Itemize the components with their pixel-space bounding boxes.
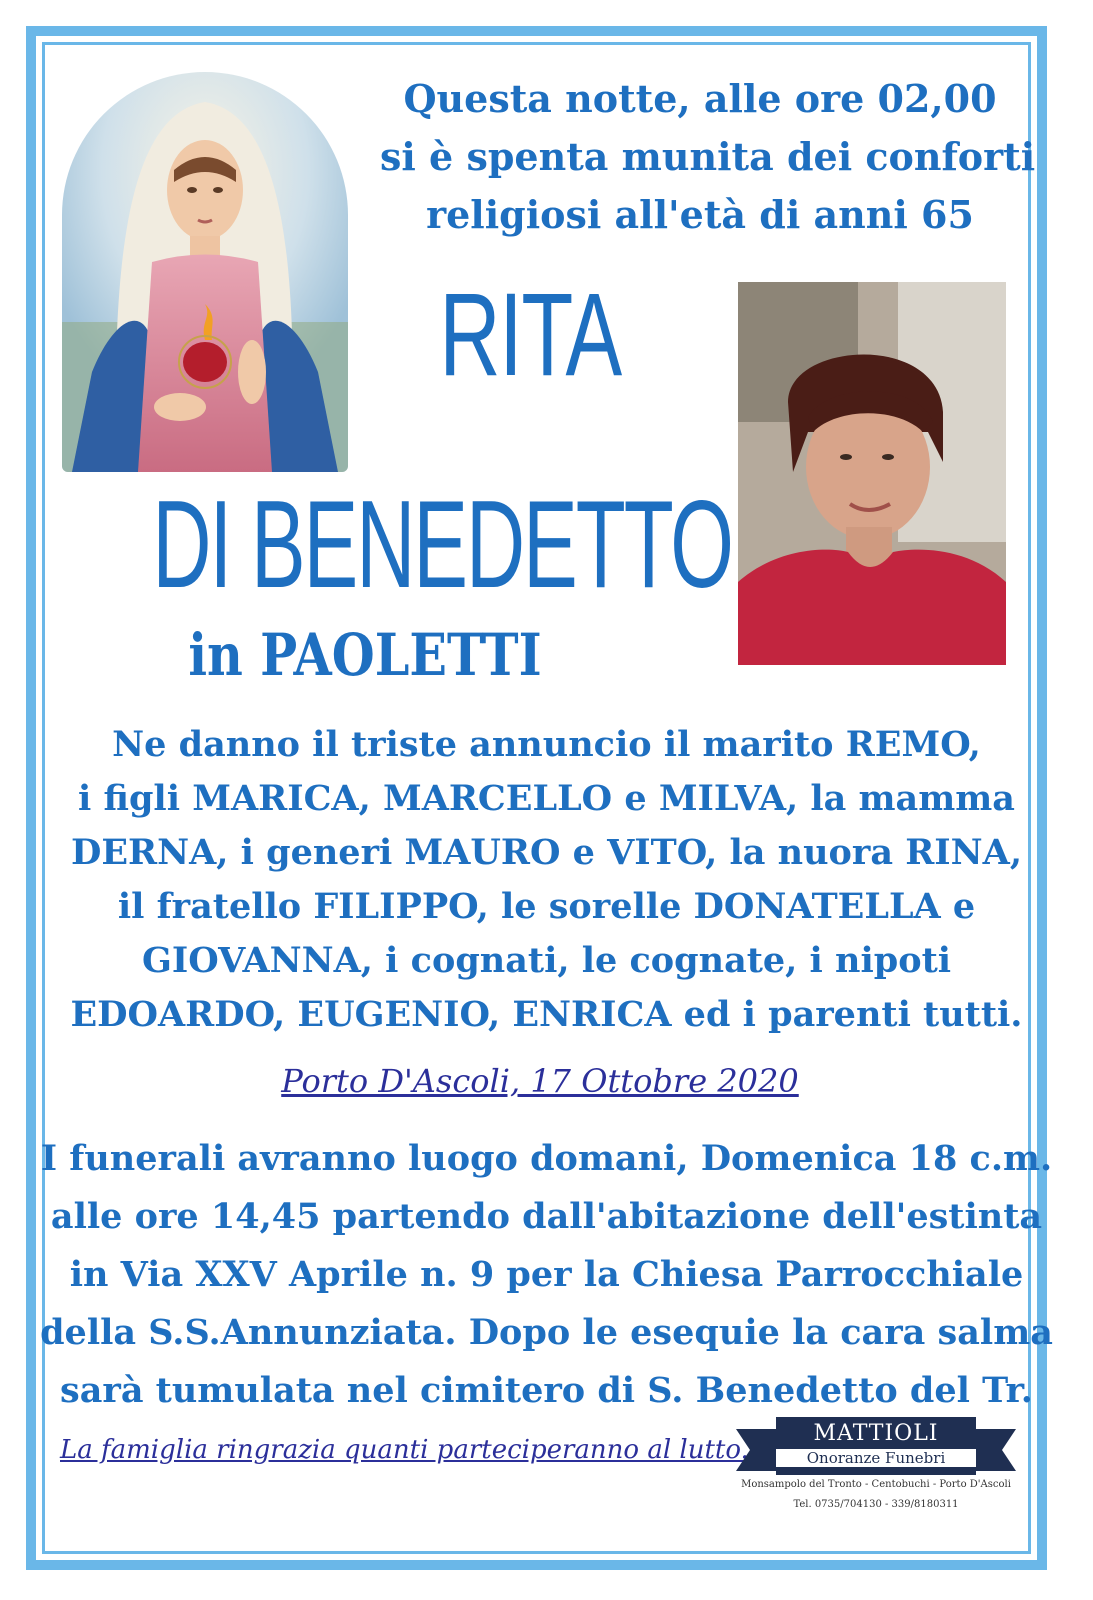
funeral-line: in Via XXV Aprile n. 9 per la Chiesa Parrocchiale [69,1254,1024,1295]
logo-towns: Monsampolo del Tronto - Centobuchi - Porto D'Ascoli [741,1479,1011,1490]
announcement-line: DERNA, i generi MAURO e VITO, la nuora RINA, [71,832,1022,873]
announcement-text [40,718,1053,1042]
logo-subtitle: Onoranze Funebri [776,1449,976,1467]
announcement-line: i figli MARICA, MARCELLO e MILVA, la mamma [78,778,1015,819]
intro-line-2: si è spenta munita dei conforti [380,134,1036,179]
portrait-photo [738,282,1006,665]
funeral-line: sarà tumulata nel cimitero di S. Benedetto del Tr. [60,1370,1033,1411]
funeral-line: I funerali avranno luogo domani, Domenica 18 c.m. [40,1138,1053,1179]
sacred-heart-image [62,72,348,472]
intro-line-1: Questa notte, alle ore 02,00 [403,76,997,121]
surname: DI BENEDETTO [152,476,732,614]
intro-text [380,70,1036,244]
announcement-line: GIOVANNA, i cognati, le cognate, i nipoti [141,940,952,981]
place-date: Porto D'Ascoli, 17 Ottobre 2020 [281,1062,799,1100]
first-name: RITA [439,269,621,401]
funeral-line: della S.S.Annunziata. Dopo le esequie la cara salma [40,1312,1053,1353]
announcement-line: Ne danno il triste annuncio il marito REMO, [112,724,981,765]
funeral-text [40,1130,1053,1420]
intro-line-3: religiosi all'età di anni 65 [426,192,974,237]
funeral-home-logo [736,1413,1016,1543]
logo-name: MATTIOLI [813,1421,939,1446]
funeral-line: alle ore 14,45 partendo dall'abitazione dell'estinta [50,1196,1043,1237]
married-name: in PAOLETTI [188,621,542,689]
logo-phone: Tel. 0735/704130 - 339/8180311 [793,1499,959,1510]
thanks-text: La famiglia ringrazia quanti parteciperanno al lutto. [60,1435,749,1465]
announcement-line: EDOARDO, EUGENIO, ENRICA ed i parenti tutti. [70,994,1023,1035]
announcement-line: il fratello FILIPPO, le sorelle DONATELLA e [117,886,976,927]
